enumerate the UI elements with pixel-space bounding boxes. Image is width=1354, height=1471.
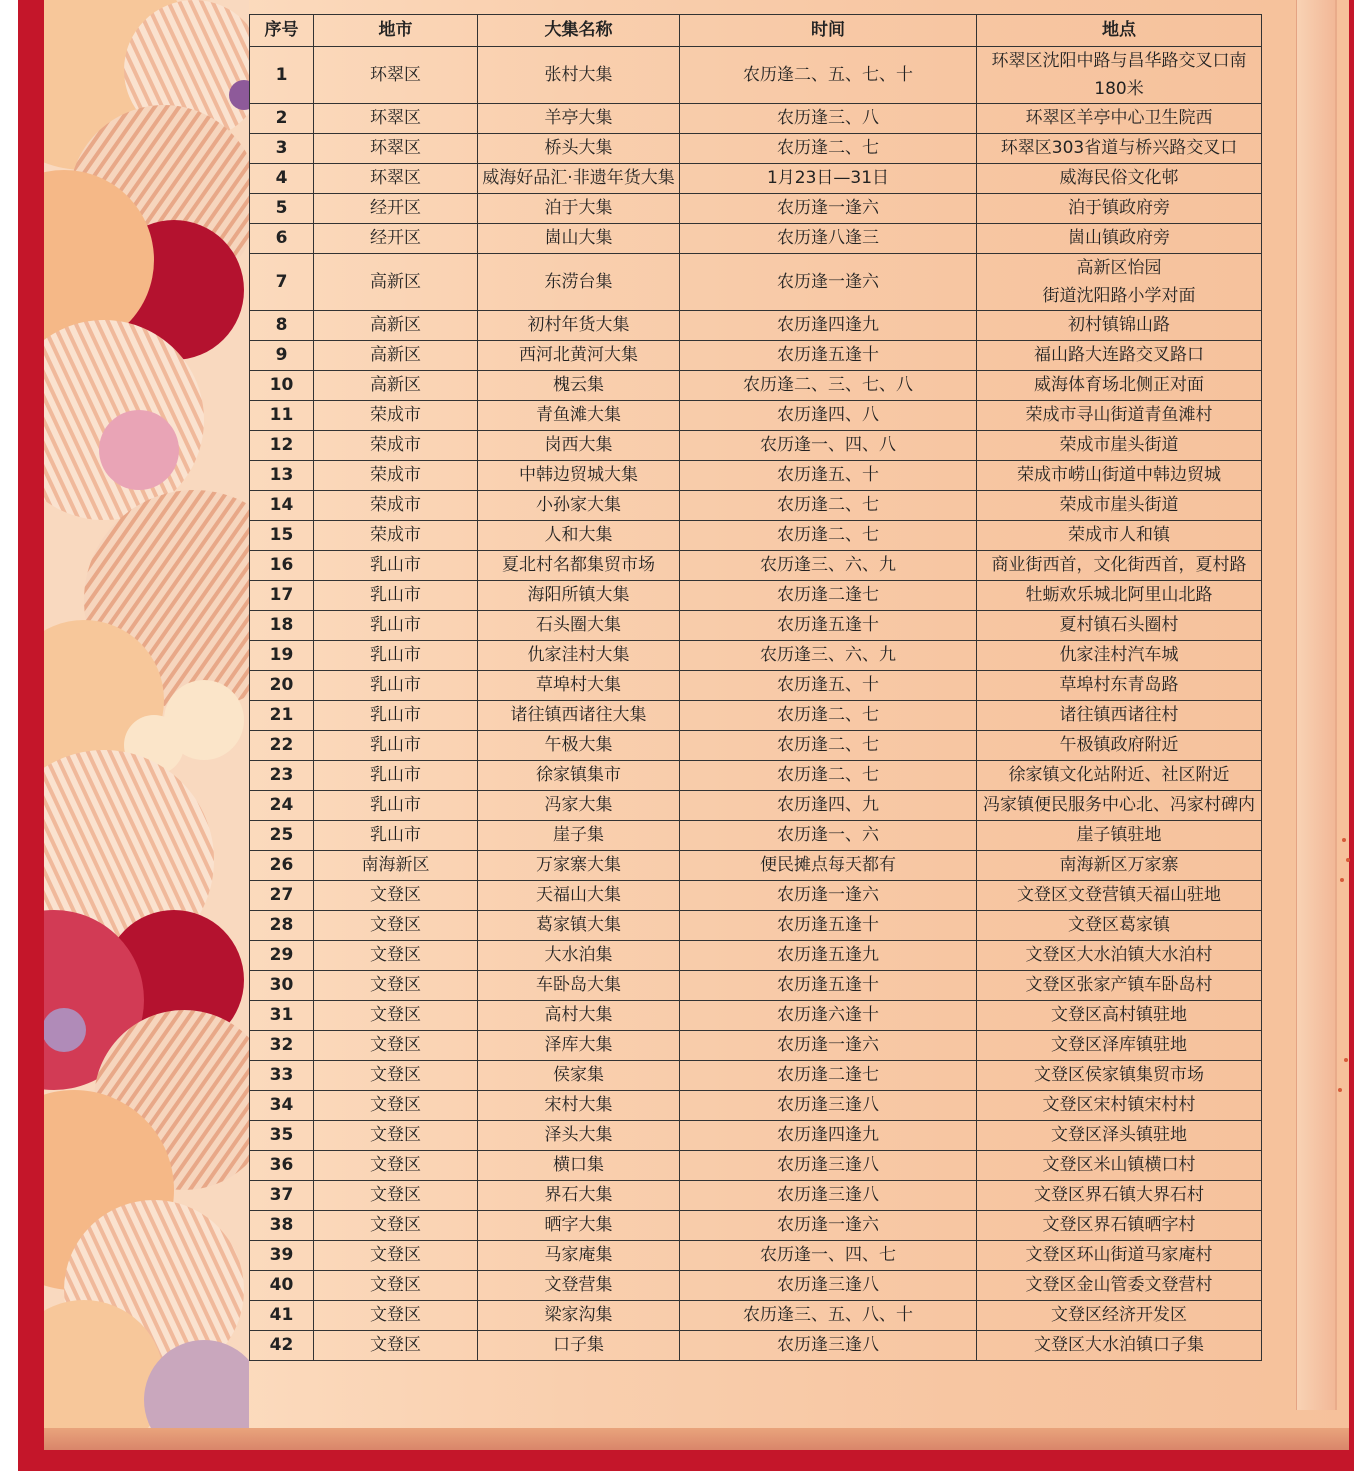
table-row (250, 701, 1262, 731)
index-cell: 33 (250, 1061, 314, 1091)
table-row (250, 521, 1262, 551)
city-cell: 乳山市 (314, 641, 478, 671)
location-cell: 崖子镇驻地 (977, 821, 1262, 851)
table-row (250, 1001, 1262, 1031)
location-cell (977, 47, 1262, 104)
location-cell: 文登区界石镇晒字村 (977, 1211, 1262, 1241)
time-cell: 农历逢四、九 (680, 791, 977, 821)
index-cell: 27 (250, 881, 314, 911)
city-cell: 乳山市 (314, 731, 478, 761)
city-cell: 文登区 (314, 1241, 478, 1271)
location-cell: 环翠区羊亭中心卫生院西 (977, 104, 1262, 134)
city-cell: 文登区 (314, 1001, 478, 1031)
city-cell: 乳山市 (314, 551, 478, 581)
location-cell: 荣成市崂山街道中韩边贸城 (977, 461, 1262, 491)
location-line: 街道沈阳路小学对面 (1042, 286, 1196, 306)
table-row (250, 821, 1262, 851)
time-cell: 农历逢四逢九 (680, 1121, 977, 1151)
table-row (250, 1271, 1262, 1301)
market-name-cell: 桥头大集 (478, 134, 680, 164)
index-cell: 1 (250, 47, 314, 104)
table-row (250, 194, 1262, 224)
market-name-cell: 槐云集 (478, 371, 680, 401)
table-row (250, 254, 1262, 311)
table-row (250, 461, 1262, 491)
table-row (250, 311, 1262, 341)
index-cell: 15 (250, 521, 314, 551)
table-row (250, 1031, 1262, 1061)
location-cell: 牡蛎欢乐城北阿里山北路 (977, 581, 1262, 611)
market-name-cell: 万家寨大集 (478, 851, 680, 881)
market-name-cell: 初村年货大集 (478, 311, 680, 341)
time-cell: 农历逢二、七 (680, 701, 977, 731)
market-name-cell: 横口集 (478, 1151, 680, 1181)
market-name-cell: 午极大集 (478, 731, 680, 761)
city-cell: 荣成市 (314, 521, 478, 551)
city-cell: 文登区 (314, 941, 478, 971)
time-cell: 农历逢三逢八 (680, 1271, 977, 1301)
table-row (250, 881, 1262, 911)
market-name-cell: 徐家镇集市 (478, 761, 680, 791)
city-cell: 文登区 (314, 881, 478, 911)
city-cell: 环翠区 (314, 134, 478, 164)
table-row (250, 791, 1262, 821)
index-cell: 38 (250, 1211, 314, 1241)
city-cell: 乳山市 (314, 671, 478, 701)
location-cell: 夏村镇石头圈村 (977, 611, 1262, 641)
time-cell: 农历逢三逢八 (680, 1151, 977, 1181)
city-cell: 荣成市 (314, 491, 478, 521)
index-cell: 21 (250, 701, 314, 731)
table-row (250, 911, 1262, 941)
index-cell: 20 (250, 671, 314, 701)
table-row (250, 551, 1262, 581)
city-cell: 文登区 (314, 1061, 478, 1091)
time-cell: 农历逢四逢九 (680, 311, 977, 341)
index-cell: 18 (250, 611, 314, 641)
city-cell: 文登区 (314, 1211, 478, 1241)
table-row (250, 851, 1262, 881)
location-cell: 仇家洼村汽车城 (977, 641, 1262, 671)
location-cell: 初村镇锦山路 (977, 311, 1262, 341)
time-cell: 农历逢二、七 (680, 134, 977, 164)
index-cell: 17 (250, 581, 314, 611)
scroll-edge-right (1296, 0, 1337, 1410)
city-cell: 文登区 (314, 1301, 478, 1331)
city-cell: 高新区 (314, 341, 478, 371)
time-cell: 农历逢一逢六 (680, 1031, 977, 1061)
market-name-cell: 冯家大集 (478, 791, 680, 821)
city-cell: 乳山市 (314, 581, 478, 611)
table-row (250, 641, 1262, 671)
table-row (250, 224, 1262, 254)
time-cell: 农历逢一逢六 (680, 194, 977, 224)
time-cell: 农历逢三逢八 (680, 1331, 977, 1361)
index-cell: 23 (250, 761, 314, 791)
location-cell: 文登区米山镇横口村 (977, 1151, 1262, 1181)
city-cell: 乳山市 (314, 821, 478, 851)
city-cell: 文登区 (314, 1151, 478, 1181)
market-name-cell: 崖子集 (478, 821, 680, 851)
index-cell: 34 (250, 1091, 314, 1121)
city-cell: 环翠区 (314, 104, 478, 134)
city-cell: 乳山市 (314, 791, 478, 821)
time-cell: 农历逢二逢七 (680, 581, 977, 611)
city-cell: 荣成市 (314, 401, 478, 431)
city-cell: 经开区 (314, 194, 478, 224)
time-cell: 农历逢五逢十 (680, 341, 977, 371)
city-cell: 乳山市 (314, 701, 478, 731)
market-name-cell: 宋村大集 (478, 1091, 680, 1121)
index-cell: 40 (250, 1271, 314, 1301)
table-row (250, 1121, 1262, 1151)
time-cell: 农历逢一逢六 (680, 254, 977, 311)
time-cell: 农历逢二、七 (680, 761, 977, 791)
index-cell: 30 (250, 971, 314, 1001)
city-cell: 环翠区 (314, 47, 478, 104)
time-cell: 农历逢三、六、九 (680, 641, 977, 671)
index-cell: 3 (250, 134, 314, 164)
index-cell: 5 (250, 194, 314, 224)
table-row (250, 341, 1262, 371)
time-cell: 农历逢八逢三 (680, 224, 977, 254)
time-cell: 农历逢三、六、九 (680, 551, 977, 581)
index-cell: 24 (250, 791, 314, 821)
location-cell: 荣成市崖头街道 (977, 491, 1262, 521)
index-cell: 4 (250, 164, 314, 194)
market-name-cell: 泽头大集 (478, 1121, 680, 1151)
index-cell: 13 (250, 461, 314, 491)
table-row (250, 1061, 1262, 1091)
location-cell: 文登区宋村镇宋村村 (977, 1091, 1262, 1121)
market-name-cell: 中韩边贸城大集 (478, 461, 680, 491)
table-row (250, 1211, 1262, 1241)
city-cell: 文登区 (314, 1181, 478, 1211)
index-cell: 37 (250, 1181, 314, 1211)
market-name-cell: 诸往镇西诸往大集 (478, 701, 680, 731)
table-row (250, 671, 1262, 701)
city-cell: 高新区 (314, 254, 478, 311)
table-row (250, 47, 1262, 104)
index-cell: 25 (250, 821, 314, 851)
market-name-cell: 崮山大集 (478, 224, 680, 254)
table-row (250, 1331, 1262, 1361)
location-cell: 泊于镇政府旁 (977, 194, 1262, 224)
index-cell: 19 (250, 641, 314, 671)
time-cell: 农历逢一、四、八 (680, 431, 977, 461)
location-cell: 商业街西首，文化街西首，夏村路 (977, 551, 1262, 581)
location-cell: 文登区大水泊镇大水泊村 (977, 941, 1262, 971)
location-cell: 文登区环山街道马家庵村 (977, 1241, 1262, 1271)
time-cell: 农历逢三逢八 (680, 1181, 977, 1211)
index-cell: 41 (250, 1301, 314, 1331)
location-cell: 文登区界石镇大界石村 (977, 1181, 1262, 1211)
index-cell: 32 (250, 1031, 314, 1061)
index-cell: 6 (250, 224, 314, 254)
market-name-cell: 羊亭大集 (478, 104, 680, 134)
header-city: 地市 (314, 15, 478, 47)
market-name-cell: 海阳所镇大集 (478, 581, 680, 611)
time-cell: 农历逢二、七 (680, 491, 977, 521)
index-cell: 11 (250, 401, 314, 431)
time-cell: 农历逢一逢六 (680, 1211, 977, 1241)
location-cell: 草埠村东青岛路 (977, 671, 1262, 701)
table-row (250, 611, 1262, 641)
table-row (250, 1151, 1262, 1181)
index-cell: 10 (250, 371, 314, 401)
market-name-cell: 泽库大集 (478, 1031, 680, 1061)
time-cell: 农历逢一、四、七 (680, 1241, 977, 1271)
location-cell: 文登区高村镇驻地 (977, 1001, 1262, 1031)
location-cell: 崮山镇政府旁 (977, 224, 1262, 254)
market-name-cell: 青鱼滩大集 (478, 401, 680, 431)
location-cell: 荣成市寻山街道青鱼滩村 (977, 401, 1262, 431)
table-row (250, 971, 1262, 1001)
index-cell: 7 (250, 254, 314, 311)
city-cell: 乳山市 (314, 611, 478, 641)
time-cell: 农历逢五逢十 (680, 971, 977, 1001)
time-cell: 农历逢五、十 (680, 671, 977, 701)
location-cell: 文登区泽库镇驻地 (977, 1031, 1262, 1061)
table-row (250, 1181, 1262, 1211)
location-cell: 文登区侯家镇集贸市场 (977, 1061, 1262, 1091)
index-cell: 26 (250, 851, 314, 881)
time-cell: 便民摊点每天都有 (680, 851, 977, 881)
location-cell: 诸往镇西诸往村 (977, 701, 1262, 731)
time-cell: 农历逢二、三、七、八 (680, 371, 977, 401)
location-cell: 文登区泽头镇驻地 (977, 1121, 1262, 1151)
city-cell: 文登区 (314, 911, 478, 941)
location-line: 180米 (1094, 79, 1144, 99)
header-time: 时间 (680, 15, 977, 47)
index-cell: 12 (250, 431, 314, 461)
time-cell: 农历逢三、八 (680, 104, 977, 134)
city-cell: 高新区 (314, 371, 478, 401)
city-cell: 高新区 (314, 311, 478, 341)
index-cell: 16 (250, 551, 314, 581)
paper-fan-decoration (44, 0, 249, 1428)
location-cell: 荣成市人和镇 (977, 521, 1262, 551)
market-name-cell: 人和大集 (478, 521, 680, 551)
market-name-cell: 小孙家大集 (478, 491, 680, 521)
time-cell: 农历逢六逢十 (680, 1001, 977, 1031)
time-cell: 1月23日—31日 (680, 164, 977, 194)
time-cell: 农历逢一逢六 (680, 881, 977, 911)
index-cell: 8 (250, 311, 314, 341)
location-line: 环翠区沈阳中路与昌华路交叉口南 (991, 51, 1247, 71)
location-cell: 午极镇政府附近 (977, 731, 1262, 761)
market-name-cell: 文登营集 (478, 1271, 680, 1301)
market-name-cell: 马家庵集 (478, 1241, 680, 1271)
city-cell: 文登区 (314, 1031, 478, 1061)
location-cell: 荣成市崖头街道 (977, 431, 1262, 461)
market-name-cell: 威海好品汇·非遗年货大集 (478, 164, 680, 194)
market-name-cell: 泊于大集 (478, 194, 680, 224)
time-cell: 农历逢二、五、七、十 (680, 47, 977, 104)
table-row (250, 941, 1262, 971)
time-cell: 农历逢一、六 (680, 821, 977, 851)
time-cell: 农历逢三逢八 (680, 1091, 977, 1121)
table-row (250, 1241, 1262, 1271)
market-table (249, 14, 1262, 1361)
index-cell: 42 (250, 1331, 314, 1361)
location-cell: 文登区葛家镇 (977, 911, 1262, 941)
market-name-cell: 梁家沟集 (478, 1301, 680, 1331)
city-cell: 经开区 (314, 224, 478, 254)
time-cell: 农历逢二逢七 (680, 1061, 977, 1091)
table-row (250, 371, 1262, 401)
table-row (250, 731, 1262, 761)
table-row (250, 1091, 1262, 1121)
time-cell: 农历逢三、五、八、十 (680, 1301, 977, 1331)
location-line: 高新区怡园 (1076, 258, 1162, 278)
index-cell: 9 (250, 341, 314, 371)
table-row (250, 431, 1262, 461)
index-cell: 31 (250, 1001, 314, 1031)
market-name-cell: 仇家洼村大集 (478, 641, 680, 671)
index-cell: 14 (250, 491, 314, 521)
city-cell: 南海新区 (314, 851, 478, 881)
time-cell: 农历逢四、八 (680, 401, 977, 431)
location-cell: 文登区文登营镇天福山驻地 (977, 881, 1262, 911)
location-cell: 福山路大连路交叉路口 (977, 341, 1262, 371)
city-cell: 文登区 (314, 1091, 478, 1121)
table-row (250, 401, 1262, 431)
time-cell: 农历逢五逢十 (680, 611, 977, 641)
location-cell: 文登区金山管委文登营村 (977, 1271, 1262, 1301)
table-row (250, 581, 1262, 611)
table-row (250, 164, 1262, 194)
market-name-cell: 侯家集 (478, 1061, 680, 1091)
table-row (250, 134, 1262, 164)
market-name-cell: 车卧岛大集 (478, 971, 680, 1001)
location-cell: 南海新区万家寨 (977, 851, 1262, 881)
market-name-cell: 西河北黄河大集 (478, 341, 680, 371)
time-cell: 农历逢五、十 (680, 461, 977, 491)
city-cell: 文登区 (314, 971, 478, 1001)
index-cell: 28 (250, 911, 314, 941)
market-name-cell: 葛家镇大集 (478, 911, 680, 941)
location-cell: 文登区张家产镇车卧岛村 (977, 971, 1262, 1001)
firework-decoration (1334, 820, 1354, 1140)
table-row (250, 761, 1262, 791)
time-cell: 农历逢五逢十 (680, 911, 977, 941)
market-name-cell: 张村大集 (478, 47, 680, 104)
location-cell (977, 254, 1262, 311)
city-cell: 环翠区 (314, 164, 478, 194)
city-cell: 文登区 (314, 1271, 478, 1301)
location-cell: 徐家镇文化站附近、社区附近 (977, 761, 1262, 791)
location-cell: 文登区大水泊镇口子集 (977, 1331, 1262, 1361)
header-market-name: 大集名称 (478, 15, 680, 47)
table-header-row (250, 15, 1262, 47)
time-cell: 农历逢五逢九 (680, 941, 977, 971)
location-cell: 文登区经济开发区 (977, 1301, 1262, 1331)
index-cell: 36 (250, 1151, 314, 1181)
market-name-cell: 高村大集 (478, 1001, 680, 1031)
city-cell: 文登区 (314, 1331, 478, 1361)
location-cell: 威海体育场北侧正对面 (977, 371, 1262, 401)
city-cell: 乳山市 (314, 761, 478, 791)
table-row (250, 1301, 1262, 1331)
city-cell: 文登区 (314, 1121, 478, 1151)
paper-bottom-edge (44, 1428, 1349, 1450)
market-name-cell: 口子集 (478, 1331, 680, 1361)
header-index: 序号 (250, 15, 314, 47)
market-name-cell: 大水泊集 (478, 941, 680, 971)
location-cell: 环翠区303省道与桥兴路交叉口 (977, 134, 1262, 164)
time-cell: 农历逢二、七 (680, 521, 977, 551)
market-name-cell: 草埠村大集 (478, 671, 680, 701)
index-cell: 35 (250, 1121, 314, 1151)
market-name-cell: 天福山大集 (478, 881, 680, 911)
market-name-cell: 晒字大集 (478, 1211, 680, 1241)
index-cell: 22 (250, 731, 314, 761)
city-cell: 荣成市 (314, 461, 478, 491)
time-cell: 农历逢二、七 (680, 731, 977, 761)
market-name-cell: 岗西大集 (478, 431, 680, 461)
index-cell: 2 (250, 104, 314, 134)
index-cell: 29 (250, 941, 314, 971)
header-location: 地点 (977, 15, 1262, 47)
table-row (250, 104, 1262, 134)
location-cell: 冯家镇便民服务中心北、冯家村碑内 (977, 791, 1262, 821)
location-cell: 威海民俗文化邨 (977, 164, 1262, 194)
table-row (250, 491, 1262, 521)
city-cell: 荣成市 (314, 431, 478, 461)
index-cell: 39 (250, 1241, 314, 1271)
market-name-cell: 石头圈大集 (478, 611, 680, 641)
market-name-cell: 东涝台集 (478, 254, 680, 311)
market-name-cell: 界石大集 (478, 1181, 680, 1211)
market-name-cell: 夏北村名都集贸市场 (478, 551, 680, 581)
